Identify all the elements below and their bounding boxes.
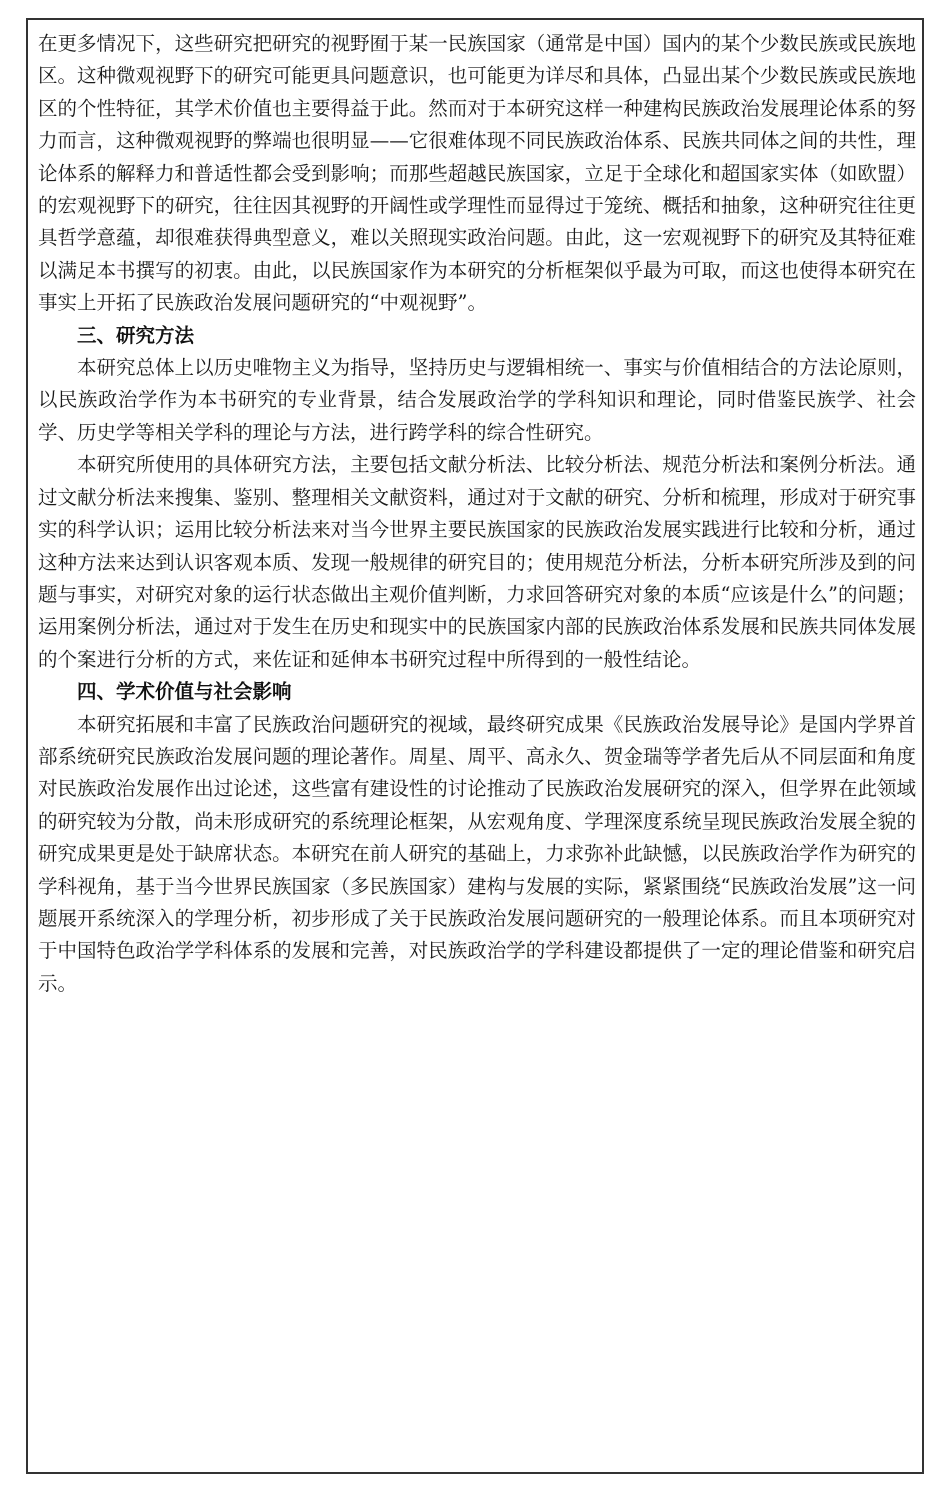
paragraph-methods-specific: 本研究所使用的具体研究方法，主要包括文献分析法、比较分析法、规范分析法和案例分析法。通过文献分析法来搜集、鉴别、整理相关文献资料，通过对于文献的研究、分析和梳理，形成对于研究事实的科学认识；运用比较分析法来对当今世界主要民族国家的民族政治发展实践进行比较和分析，通过这种方法来达到认识客观本质、发现一般规律的研究目的；使用规范分析法，分析本研究所涉及到的问题与事实，对研究对象的运行状态做出主观价值判断，力求回答研究对象的本质“应该是什么”的问题；运用案例分析法，通过对于发生在历史和现实中的民族国家内部的民族政治体系发展和民族共同体发展的个案进行分析的方式，来佐证和延伸本书研究过程中所得到的一般性结论。 xyxy=(38,453,916,671)
section-heading-academic-value: 四、学术价值与社会影响 xyxy=(77,680,292,704)
section-heading-research-methods: 三、研究方法 xyxy=(77,323,195,347)
paragraph-academic-value: 本研究拓展和丰富了民族政治问题研究的视域，最终研究成果《民族政治发展导论》是国内学界首部系统研究民族政治发展问题的理论著作。周星、周平、高永久、贺金瑞等学者先后从不同层面和角度对民族政治发展作出过论述，这些富有建设性的讨论推动了民族政治发展研究的深入，但学界在此领域的研究较为分散，尚未形成研究的系统理论框架，从宏观角度、学理深度系统呈现民族政治发展全貌的研究成果更是处于缺席状态。本研究在前人研究的基础上，力求弥补此缺憾，以民族政治学作为研究的学科视角，基于当今世界民族国家（多民族国家）建构与发展的实际，紧紧围绕“民族政治发展”这一问题展开系统深入的学理分析，初步形成了关于民族政治发展问题研究的一般理论体系。而且本项研究对于中国特色政治学学科体系的发展和完善，对民族政治学的学科建设都提供了一定的理论借鉴和研究启示。 xyxy=(38,712,916,995)
paragraph-continued: 在更多情况下，这些研究把研究的视野囿于某一民族国家（通常是中国）国内的某个少数民族或民族地区。这种微观视野下的研究可能更具问题意识，也可能更为详尽和具体，凸显出某个少数民族或民族地区的个性特征，其学术价值也主要得益于此。然而对于本研究这样一种建构民族政治发展理论体系的努力而言，这种微观视野的弊端也很明显——它很难体现不同民族政治体系、民族共同体之间的共性，理论体系的解释力和普适性都会受到影响；而那些超越民族国家，立足于全球化和超国家实体（如欧盟）的宏观视野下的研究，往往因其视野的开阔性或学理性而显得过于笼统、概括和抽象，这种研究往往更具哲学意蕴，却很难获得典型意义，难以关照现实政治问题。由此，这一宏观视野下的研究及其特征难以满足本书撰写的初衷。由此，以民族国家作为本研究的分析框架似乎最为可取，而这也使得本研究在事实上开拓了民族政治发展问题研究的“中观视野”。 xyxy=(38,32,916,315)
paragraph-methods-overview: 本研究总体上以历史唯物主义为指导，坚持历史与逻辑相统一、事实与价值相结合的方法论原则，以民族政治学作为本书研究的专业背景，结合发展政治学的学科知识和理论，同时借鉴民族学、社会学、历史学等相关学科的理论与方法，进行跨学科的综合性研究。 xyxy=(38,356,916,444)
document-body xyxy=(38,28,916,1000)
